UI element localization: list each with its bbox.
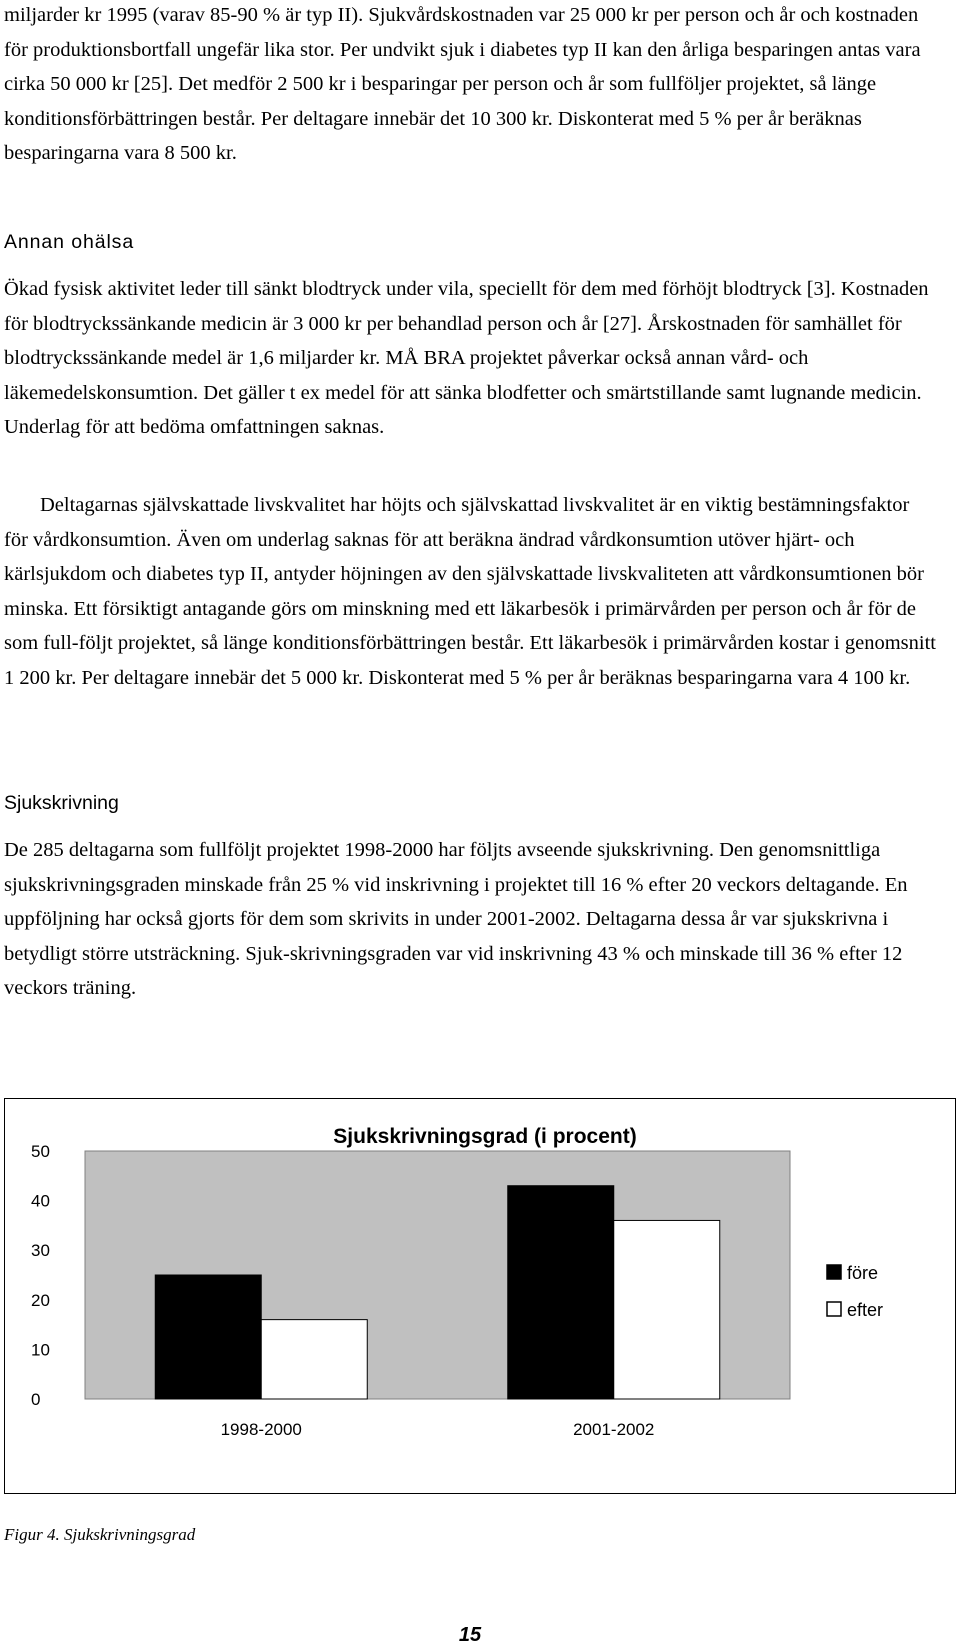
paragraph-quality-of-life: Deltagarnas självskattade livskvalitet har höjts och självskattad livskvalitet är en viktig bestämningsfaktor för vårdkonsumtion. Även om underlag saknas för att beräkna ändrad vårdkonsumtion utöver hjärt- och kärlsjukdom och diabetes typ II, antyder höjningen av den självskattade livskvaliteten att vårdkonsumtionen bör minska. Ett försiktigt antagande görs om minskning med ett läkarbesök i primärvården per person och år för de som full-följt projektet, så länge konditionsförbättringen består. Ett läkarbesök i primärvården kostar i genomsnitt 1 200 kr. Per deltagare innebär det 5 000 kr. Diskonterat med 5 % per år beräknas besparingarna vara 4 100 kr. <box>4 494 936 689</box>
sick-leave-chart <box>4 1098 956 1494</box>
bar-före-2001-2002 <box>508 1186 614 1399</box>
heading-annan-ohalsa: Annan ohälsa <box>4 231 135 253</box>
paragraph-diabetes-savings: miljarder kr 1995 (varav 85-90 % är typ II). Sjukvårdskostnaden var 25 000 kr per person och år och kostnaden för produktionsbortfall ungefär lika stor. Per undvikt sjuk i diabetes typ II kan den årliga besparingen antas vara cirka 50 000 kr [25]. Det medför 2 500 kr i besparingar per person och år som fullföljer projektet, så länge konditionsförbättringen består. Per deltagare innebär det 10 300 kr. Diskonterat med 5 % per år beräknas besparingarna vara 8 500 kr. <box>4 4 921 164</box>
x-tick-label: 1998-2000 <box>220 1420 302 1439</box>
bar-efter-2001-2002 <box>614 1220 720 1399</box>
page-number: 15 <box>458 1624 482 1646</box>
heading-sjukskrivning: Sjukskrivning <box>4 792 119 814</box>
y-tick-label: 10 <box>31 1340 50 1360</box>
legend-swatch-efter <box>827 1302 841 1316</box>
legend-label-före: före <box>847 1263 879 1283</box>
chart-y-axis <box>31 1142 50 1409</box>
chart-canvas <box>5 1099 957 1495</box>
y-tick-label: 30 <box>31 1241 50 1261</box>
x-tick-label: 2001-2002 <box>573 1420 655 1439</box>
y-tick-label: 20 <box>31 1290 50 1310</box>
bar-före-1998-2000 <box>155 1275 261 1399</box>
legend-swatch-före <box>827 1265 841 1279</box>
chart-title: Sjukskrivningsgrad (i procent) <box>333 1125 637 1148</box>
bar-efter-1998-2000 <box>261 1320 367 1399</box>
paragraph-blood-pressure: Ökad fysisk aktivitet leder till sänkt blodtryck under vila, speciellt för dem med förhöjt blodtryck [3]. Kostnaden för blodtryckssänkande medicin är 3 000 kr per behandlad person och år [27]. Årskostnaden för samhället för blodtryckssänkande medel är 1,6 miljarder kr. MÅ BRA projektet påverkar också annan vård- och läkemedelskonsumtion. Det gäller t ex medel för att sänka blodfetter och smärtstillande samt lugnande medicin. Underlag för att bedöma omfattningen saknas. <box>4 278 929 438</box>
y-tick-label: 40 <box>31 1191 50 1211</box>
figure-caption: Figur 4. Sjukskrivningsgrad <box>4 1525 196 1544</box>
legend-label-efter: efter <box>847 1300 884 1320</box>
chart-x-axis <box>221 1420 655 1439</box>
chart-legend <box>827 1263 883 1320</box>
paragraph-sick-leave: De 285 deltagarna som fullföljt projektet 1998-2000 har följts avseende sjukskrivning. Den genomsnittliga sjukskrivningsgraden minskade från 25 % vid inskrivning i projektet till 16 % efter 20 veckors deltagande. En uppföljning har också gjorts för dem som skrivits in under 2001-2002. Deltagarna dessa år var sjukskrivna i betydligt större utsträckning. Sjuk-skrivningsgraden var vid inskrivning 43 % och minskade till 36 % efter 12 veckors träning. <box>4 839 908 999</box>
y-tick-label: 50 <box>31 1142 50 1161</box>
y-tick-label: 0 <box>31 1390 41 1409</box>
